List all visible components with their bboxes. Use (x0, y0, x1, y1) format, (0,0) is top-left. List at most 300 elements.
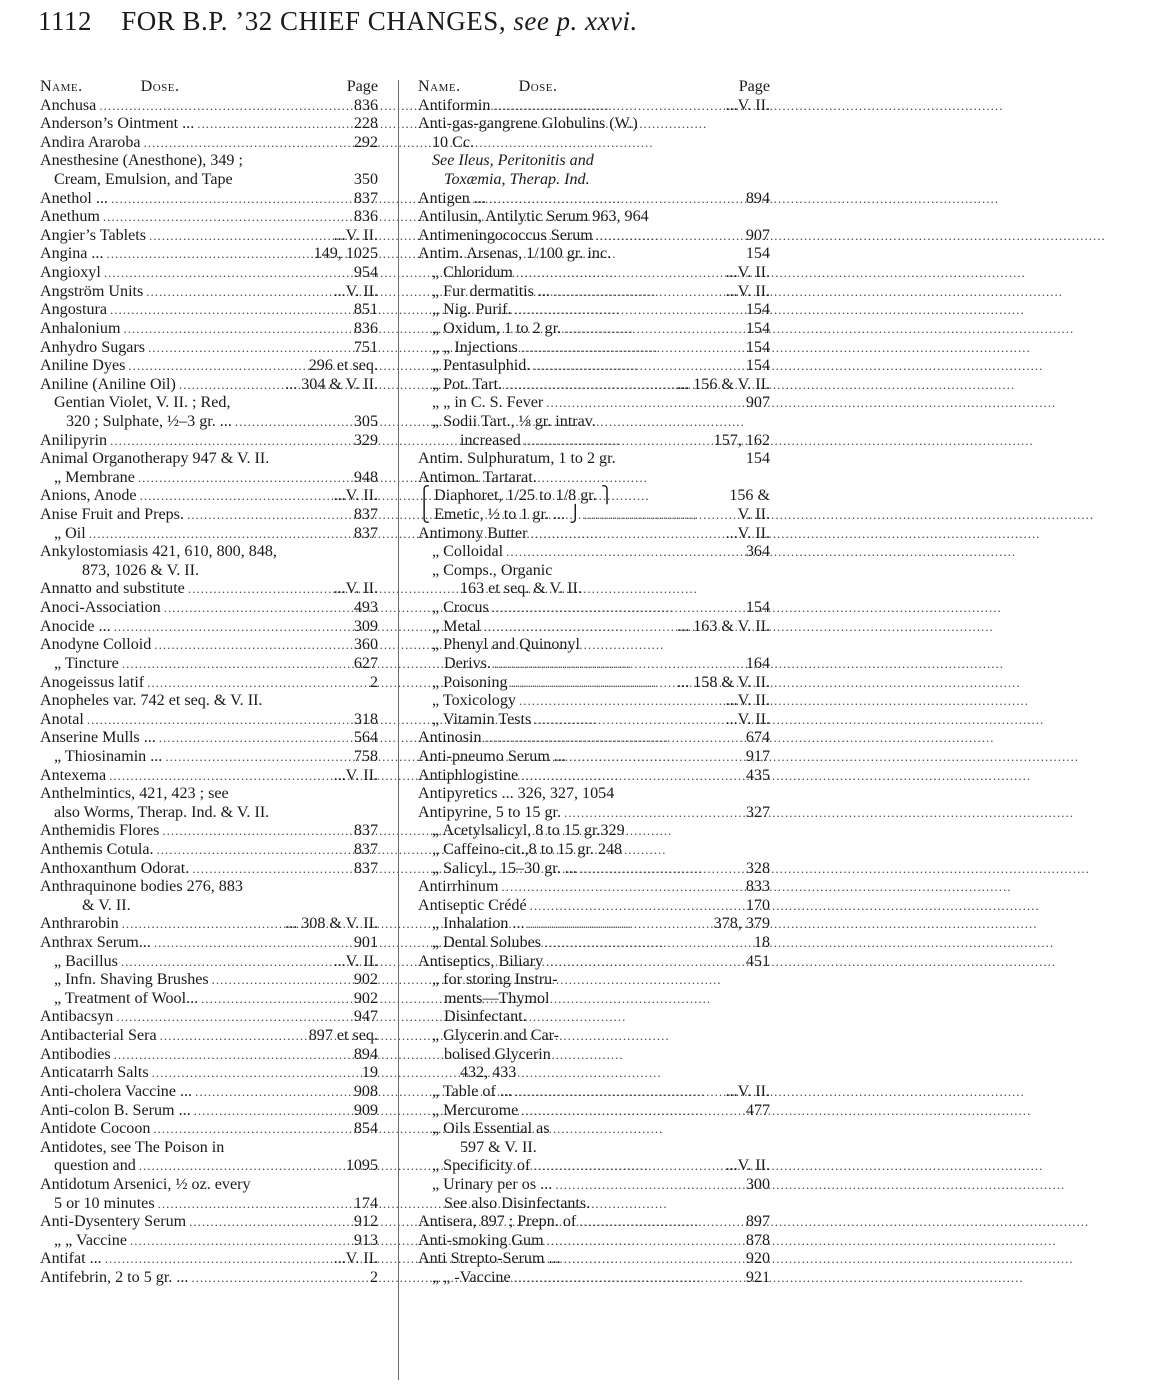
entry-text: Anoci-Association (40, 599, 161, 617)
index-entry (418, 580, 770, 599)
index-entry (40, 134, 378, 153)
entry-text: „ Dental Solubes (432, 934, 542, 952)
entry-page: 894 (353, 1045, 378, 1063)
entry-text: Antiseptic Crédé (418, 896, 527, 914)
index-entry (40, 227, 378, 246)
entry-text: „ Nig. Purif. (432, 301, 512, 319)
leader-dots (501, 878, 742, 897)
leader-dots (160, 1027, 306, 1046)
entry-page: 902 (353, 989, 378, 1007)
entry-text: Aniline (Aniline Oil) (40, 375, 176, 393)
entry-page: 378, 379 (713, 915, 770, 933)
index-entry (40, 729, 378, 748)
index-entry (418, 878, 770, 897)
entry-page: 2 (369, 1269, 378, 1286)
index-entry (40, 897, 378, 916)
leader-dots (534, 711, 722, 730)
entry-page: 836 (353, 319, 378, 337)
entry-text: bolised Glycerin (444, 1045, 551, 1063)
entry-text: „ Oxidum, 1 to 2 gr. (432, 319, 562, 337)
index-entry (40, 860, 378, 879)
leader-dots (521, 767, 743, 786)
entry-text: Anise Fruit and Preps. (40, 506, 184, 524)
entry-text: Antimon. Tartarat. (418, 468, 537, 486)
entry-page: 907 (745, 394, 770, 412)
entry-page: 477 (745, 1101, 770, 1119)
heading-name: Name. (40, 78, 83, 95)
entry-page: 493 (353, 599, 378, 617)
entry-page: ...V. II. (725, 1082, 770, 1100)
entry-page: 851 (353, 301, 378, 319)
index-entry (418, 134, 770, 153)
leader-dots (138, 469, 351, 488)
index-entry (418, 804, 770, 823)
leader-dots (111, 190, 351, 209)
leader-dots (553, 283, 723, 302)
leader-dots (485, 729, 743, 748)
entry-text: Antiformin (418, 96, 491, 114)
entry-text: Cream, Emulsion, and Tape (54, 171, 233, 189)
index-entry (418, 711, 770, 730)
index-entry (40, 450, 378, 469)
index-entry (40, 599, 378, 618)
entry-text: Toxæmia, Therap. Ind. (444, 171, 590, 189)
entry-page: ... 163 & V. II. (677, 617, 770, 635)
entry-text: „ Colloidal (432, 543, 504, 561)
leader-dots (130, 1232, 351, 1251)
entry-text: Antidotes, see The Poison in (40, 1138, 225, 1156)
entry-page: 292 (353, 133, 378, 151)
entry-text: „ Comps., Organic (432, 561, 553, 579)
leader-dots (546, 953, 743, 972)
entry-text: Anopheles var. 742 et seq. & V. II. (40, 692, 263, 710)
entry-page: 154 (745, 319, 770, 337)
entry-text: „ Thiosinamin ... (54, 747, 163, 765)
entry-page: 154 (745, 245, 770, 263)
header-title: FOR B.P. ’32 CHIEF CHANGES, (121, 6, 507, 36)
entry-text: Antexema (40, 766, 107, 784)
index-entry (40, 841, 378, 860)
entry-text: 873, 1026 & V. II. (82, 561, 199, 579)
entry-text: also Worms, Therap. Ind. & V. II. (54, 803, 270, 821)
index-entry (40, 432, 378, 451)
index-entry (418, 208, 770, 227)
leader-dots (484, 618, 674, 637)
index-entry (418, 376, 770, 395)
entry-text: „ for storing Instru- (432, 971, 558, 989)
entry-text: increased (460, 431, 521, 449)
leader-dots (547, 1232, 743, 1251)
entry-text: Antipyrine, 5 to 15 gr. (418, 803, 562, 821)
leader-dots (555, 1176, 743, 1195)
entry-page: 894 (745, 189, 770, 207)
entry-text: Gentian Violet, V. II. ; Red, (54, 394, 231, 412)
leader-dots (514, 1269, 743, 1288)
index-entry (418, 767, 770, 786)
entry-page: 854 (353, 1120, 378, 1138)
leader-dots (106, 245, 310, 264)
entry-page: 305 (353, 412, 378, 430)
index-entry (40, 301, 378, 320)
entry-text: Ankylostomiasis 421, 610, 800, 848, (40, 543, 277, 561)
entry-text: Antiphlogistine (418, 766, 519, 784)
entry-text: Angström Units (40, 282, 144, 300)
entry-text: ⎧ Diaphoret, 1/25 to 1/8 gr. ⎫ (418, 487, 613, 505)
entry-page: 837 (353, 524, 378, 542)
index-entry (40, 1269, 378, 1288)
entry-page: ...V. II. (333, 580, 378, 598)
leader-dots (179, 376, 282, 395)
index-entry (40, 208, 378, 227)
leader-dots (89, 525, 351, 544)
leader-dots (528, 915, 711, 934)
entry-text: Anions, Anode (40, 487, 137, 505)
leader-dots (187, 506, 351, 525)
index-entry (418, 394, 770, 413)
index-entry (40, 1250, 378, 1269)
heading-name: Name. (418, 78, 461, 95)
entry-page: 329 (353, 431, 378, 449)
entry-text: Anti-gas-gangrene Globulins (W.) (418, 115, 638, 133)
leader-dots (505, 376, 674, 395)
entry-text: „ „ in C. S. Fever (432, 394, 544, 412)
index-entry (418, 1157, 770, 1176)
entry-text: „ Crocus (432, 599, 489, 617)
entry-page: 837 (353, 840, 378, 858)
index-entry (40, 97, 378, 116)
leader-dots (492, 599, 743, 618)
index-entry (418, 171, 770, 190)
index-entry (418, 934, 770, 953)
index-entry (418, 320, 770, 339)
index-entry (40, 804, 378, 823)
entry-page: ...V. II. (333, 226, 378, 244)
entry-text: „ Phenyl and Quinonyl (432, 636, 580, 654)
leader-dots (110, 432, 351, 451)
entry-text: „ Specificity of (432, 1157, 531, 1175)
index-entry (40, 1046, 378, 1065)
leader-dots (531, 525, 723, 544)
index-entry (40, 1083, 378, 1102)
entry-page: 350 (353, 171, 378, 189)
leader-dots (584, 506, 735, 525)
entry-text: Antirrhinum (418, 878, 499, 896)
leader-dots (192, 860, 351, 879)
leader-dots (87, 711, 351, 730)
index-entry (40, 711, 378, 730)
index-entry (40, 580, 378, 599)
entry-text: See Ileus, Peritonitis and (432, 152, 594, 170)
entry-page: 154 (745, 338, 770, 356)
entry-page: 154 (745, 301, 770, 319)
index-entry (40, 115, 378, 134)
entry-text: Anthraquinone bodies 276, 883 (40, 878, 243, 896)
entry-text: Anotal (40, 710, 84, 728)
leader-dots (153, 1120, 350, 1139)
leader-dots (121, 953, 331, 972)
entry-page: 296 et seq. (308, 357, 378, 375)
entry-page: ... 158 & V. II. (677, 673, 770, 691)
entry-page: 909 (353, 1101, 378, 1119)
entry-text: „ Toxicology (432, 692, 516, 710)
index-entry (40, 357, 378, 376)
entry-page: 451 (745, 952, 770, 970)
index-entry (40, 822, 378, 841)
index-entry (418, 283, 770, 302)
entry-text: „ Treatment of Wool... (54, 989, 199, 1007)
entry-text: „ Mercurome (432, 1101, 519, 1119)
entry-page: ...V. II. (333, 487, 378, 505)
entry-page: 228 (353, 115, 378, 133)
index-entry (418, 729, 770, 748)
leader-dots (191, 1269, 367, 1288)
index-entry (40, 376, 378, 395)
entry-page: 156 & (729, 487, 770, 505)
entry-page: 758 (353, 747, 378, 765)
entry-text: „ „ Vaccine (54, 1231, 127, 1249)
entry-text: „ Bacillus (54, 952, 118, 970)
entry-page: 674 (745, 729, 770, 747)
leader-dots (154, 934, 351, 953)
leader-dots (139, 1157, 343, 1176)
entry-page: ...V. II. (725, 1157, 770, 1175)
entry-page: 947 (353, 1008, 378, 1026)
leader-dots (116, 1008, 351, 1027)
index-entry (418, 469, 770, 488)
index-entry (418, 450, 770, 469)
entry-text: Anesthesine (Anesthone), 349 ; (40, 152, 243, 170)
entry-page: 318 (353, 710, 378, 728)
entry-page: 627 (353, 654, 378, 672)
entry-text: Angier’s Tablets (40, 226, 146, 244)
index-entry (418, 953, 770, 972)
index-entry (40, 1139, 378, 1158)
index-entry (40, 1027, 378, 1046)
entry-text: 432, 433 (460, 1064, 517, 1082)
index-entry (418, 525, 770, 544)
leader-dots (533, 1157, 722, 1176)
leader-dots (104, 264, 351, 283)
leader-dots (188, 580, 331, 599)
leader-dots (521, 1102, 743, 1121)
entry-text: „ Poisoning (432, 673, 508, 691)
index-entry (40, 1195, 378, 1214)
index-entry (418, 915, 770, 934)
entry-text: „ Pentasulphid. (432, 357, 531, 375)
entry-page: 837 (353, 822, 378, 840)
index-entry (418, 1102, 770, 1121)
entry-text: Antifat ... (40, 1250, 102, 1268)
entry-page: 917 (745, 747, 770, 765)
leader-dots (516, 264, 723, 283)
leader-dots (489, 190, 743, 209)
entry-page: 174 (353, 1194, 378, 1212)
entry-text: Animal Organotherapy 947 & V. II. (40, 450, 270, 468)
index-entry (418, 1213, 770, 1232)
entry-text: Anthelmintics, 421, 423 ; see (40, 785, 229, 803)
index-entry (40, 1213, 378, 1232)
entry-text: Antifebrin, 2 to 5 gr. ... (40, 1269, 189, 1286)
leader-dots (569, 748, 743, 767)
leader-dots (122, 655, 351, 674)
leader-dots (140, 487, 331, 506)
entry-page: 170 (745, 896, 770, 914)
index-entry (418, 115, 770, 134)
index-entry (40, 264, 378, 283)
index-entry (418, 562, 770, 581)
index-entry (418, 487, 770, 506)
entry-text: Aniline Dyes (40, 357, 126, 375)
entry-text: Anticatarrh Salts (40, 1064, 149, 1082)
index-entry (40, 543, 378, 562)
entry-page: 435 (745, 766, 770, 784)
entry-text: „ Oils Essential as (432, 1120, 550, 1138)
index-entry (40, 190, 378, 209)
leader-dots (114, 1046, 351, 1065)
leader-dots (114, 618, 351, 637)
heading-page: Page (346, 78, 378, 95)
entry-page: 360 (353, 636, 378, 654)
entry-text: Antisera, 897 ; Prepn. of (418, 1213, 577, 1231)
index-entry (418, 1008, 770, 1027)
entry-page: ...V. II. (725, 710, 770, 728)
entry-text: Anethol ... (40, 189, 108, 207)
index-entry (40, 152, 378, 171)
index-entry (418, 636, 770, 655)
header-see-reference (513, 6, 637, 36)
index-entry (418, 822, 770, 841)
leader-dots (546, 394, 743, 413)
index-entry (418, 506, 770, 525)
entry-text: Disinfectant. (444, 1008, 527, 1026)
entry-page: 300 (745, 1175, 770, 1193)
entry-text: Anethum (40, 208, 100, 226)
index-entry (418, 1120, 770, 1139)
index-entry (418, 1083, 770, 1102)
entry-text: „ Inhalation ... (432, 915, 525, 933)
entry-page: ...V. II. (725, 96, 770, 114)
heading-dose: Dose. (518, 78, 558, 95)
entry-text: Anserine Mulls ... (40, 729, 156, 747)
index-entry (40, 1232, 378, 1251)
index-entry (418, 1176, 770, 1195)
entry-text: & V. II. (82, 896, 131, 914)
entry-text: „ Pot. Tart. (432, 375, 503, 393)
entry-text: See also Disinfectants. (444, 1194, 591, 1212)
index-entry (418, 264, 770, 283)
column-headings (40, 78, 378, 97)
entry-text: Anthemis Cotula. (40, 840, 154, 858)
index-entry (40, 655, 378, 674)
entry-page: ...V. II. (333, 952, 378, 970)
leader-dots (201, 990, 351, 1009)
entry-text: 163 et seq. & V. II. (460, 580, 582, 598)
entry-page: 878 (745, 1231, 770, 1249)
index-entry (40, 487, 378, 506)
index-entry (418, 543, 770, 562)
index-entry (418, 357, 770, 376)
page-header (38, 6, 778, 37)
leader-dots (519, 692, 723, 711)
entry-text: „ Sodii Tart., ⅛ gr. intrav. (432, 412, 596, 430)
index-entry (418, 339, 770, 358)
index-entry (40, 878, 378, 897)
index-entry (418, 1250, 770, 1269)
entry-text: Anchusa (40, 96, 97, 114)
entry-page: 920 (745, 1250, 770, 1268)
entry-page: 149, 1025 (313, 245, 378, 263)
entry-text: „ Metal (432, 617, 481, 635)
entry-text: Anodyne Colloid (40, 636, 152, 654)
leader-dots (194, 1102, 351, 1121)
entry-text: Angostura (40, 301, 108, 319)
index-entry (418, 618, 770, 637)
entry-page: 1095 (345, 1157, 378, 1175)
entry-text: Antigen ... (418, 189, 486, 207)
entry-text: „ Acetylsalicyl, 8 to 15 gr.329 (432, 822, 625, 840)
index-entry (40, 692, 378, 711)
entry-text: Anti-colon B. Serum ... (40, 1101, 191, 1119)
entry-text: Antibacsyn (40, 1008, 114, 1026)
leader-dots (195, 1083, 351, 1102)
entry-text: „ Chloridum (432, 264, 513, 282)
entry-page: 837 (353, 506, 378, 524)
heading-dose: Dose. (140, 78, 180, 95)
index-entry (418, 674, 770, 693)
leader-dots (158, 1195, 351, 1214)
entry-page: 837 (353, 189, 378, 207)
index-entry (40, 413, 378, 432)
entry-page: 164 (745, 654, 770, 672)
index-entry (418, 1195, 770, 1214)
entry-text: Anhydro Sugars (40, 338, 146, 356)
leader-dots (579, 1213, 743, 1232)
leader-dots (493, 97, 722, 116)
entry-text: Antipyretics ... 326, 327, 1054 (418, 785, 615, 803)
entry-page: 18 (753, 934, 770, 952)
index-entry (418, 841, 770, 860)
entry-text: „ Fur dermatitis ... (432, 282, 550, 300)
index-entry (40, 1008, 378, 1027)
entry-page: 897 et seq. (308, 1027, 378, 1045)
index-column-right (418, 78, 770, 1288)
entry-text: Anthemidis Flores (40, 822, 160, 840)
entry-page: 309 (353, 617, 378, 635)
index-entry (418, 1139, 770, 1158)
index-entry (418, 190, 770, 209)
index-entry (40, 339, 378, 358)
index-entry (40, 674, 378, 693)
entry-text: Anti-Dysentery Serum (40, 1213, 187, 1231)
index-entry (40, 245, 378, 264)
entry-page: 19 (361, 1064, 378, 1082)
entry-text: Anthoxanthum Odorat. (40, 859, 190, 877)
entry-text: Antinosin (418, 729, 482, 747)
page-number: 1112 (38, 6, 92, 36)
leader-dots (128, 357, 305, 376)
entry-text: Anhalonium (40, 319, 121, 337)
leader-dots (110, 301, 351, 320)
index-entry (418, 860, 770, 879)
entry-text: 597 & V. II. (460, 1138, 537, 1156)
entry-page: 2 (369, 673, 378, 691)
entry-text: „ Table of ... (432, 1082, 512, 1100)
entry-text: question and (54, 1157, 136, 1175)
entry-page: 833 (745, 878, 770, 896)
entry-text: Anti-pneumo Serum ... (418, 747, 566, 765)
index-entry (40, 469, 378, 488)
header-see-text: see p. xxvi. (513, 6, 638, 36)
